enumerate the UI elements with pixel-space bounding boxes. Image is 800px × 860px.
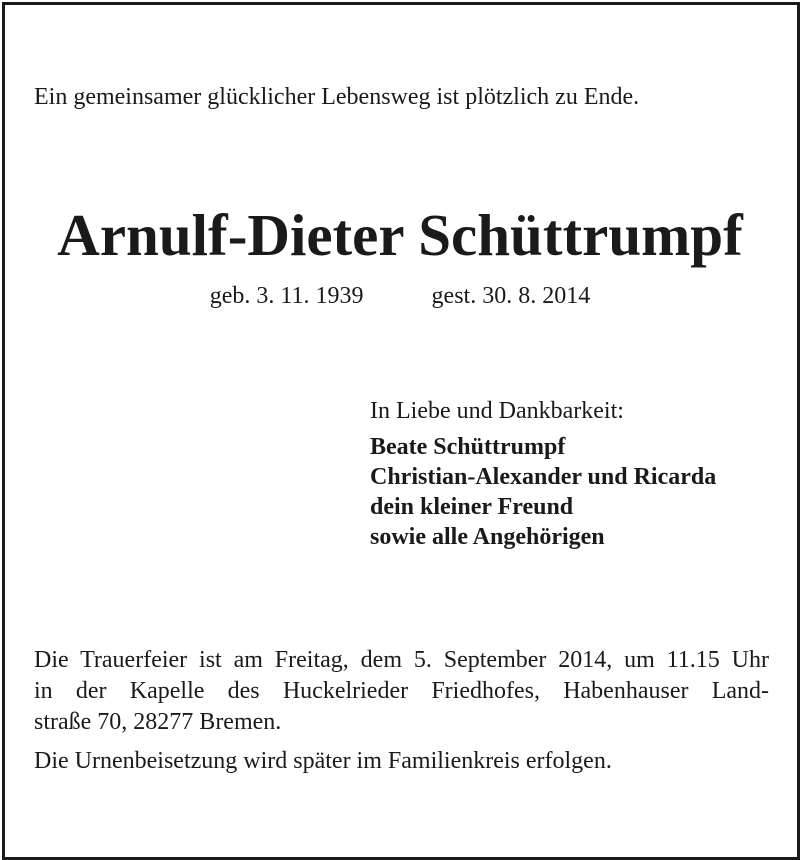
funeral-service-paragraph [34, 645, 769, 738]
mourners-lead: In Liebe und Dankbarkeit: [370, 398, 624, 424]
service-line: in der Kapelle des Huckelrieder Friedhofes, Habenhauser Land- [34, 678, 769, 704]
birth-date: geb. 3. 11. 1939 [209, 283, 364, 309]
mourner-name: Beate Schüttrumpf [370, 434, 566, 460]
intro-text: Ein gemeinsamer glücklicher Lebensweg ist plötzlich zu Ende. [34, 84, 640, 110]
deceased-name: Arnulf-Dieter Schüttrumpf [57, 202, 743, 268]
mourner-name: sowie alle Angehörigen [370, 524, 605, 550]
service-line: Die Trauerfeier ist am Freitag, dem 5. September 2014, um 11.15 Uhr [34, 647, 769, 673]
mourner-name: dein kleiner Freund [370, 494, 574, 520]
mourners-block [370, 396, 716, 552]
urn-burial-paragraph: Die Urnenbeisetzung wird später im Familienkreis erfolgen. [34, 748, 612, 774]
life-dates [0, 280, 800, 312]
service-line: straße 70, 28277 Bremen. [34, 709, 282, 735]
service-info [34, 645, 769, 777]
mourner-name: Christian-Alexander und Ricarda [370, 464, 717, 490]
death-date: gest. 30. 8. 2014 [431, 283, 591, 309]
